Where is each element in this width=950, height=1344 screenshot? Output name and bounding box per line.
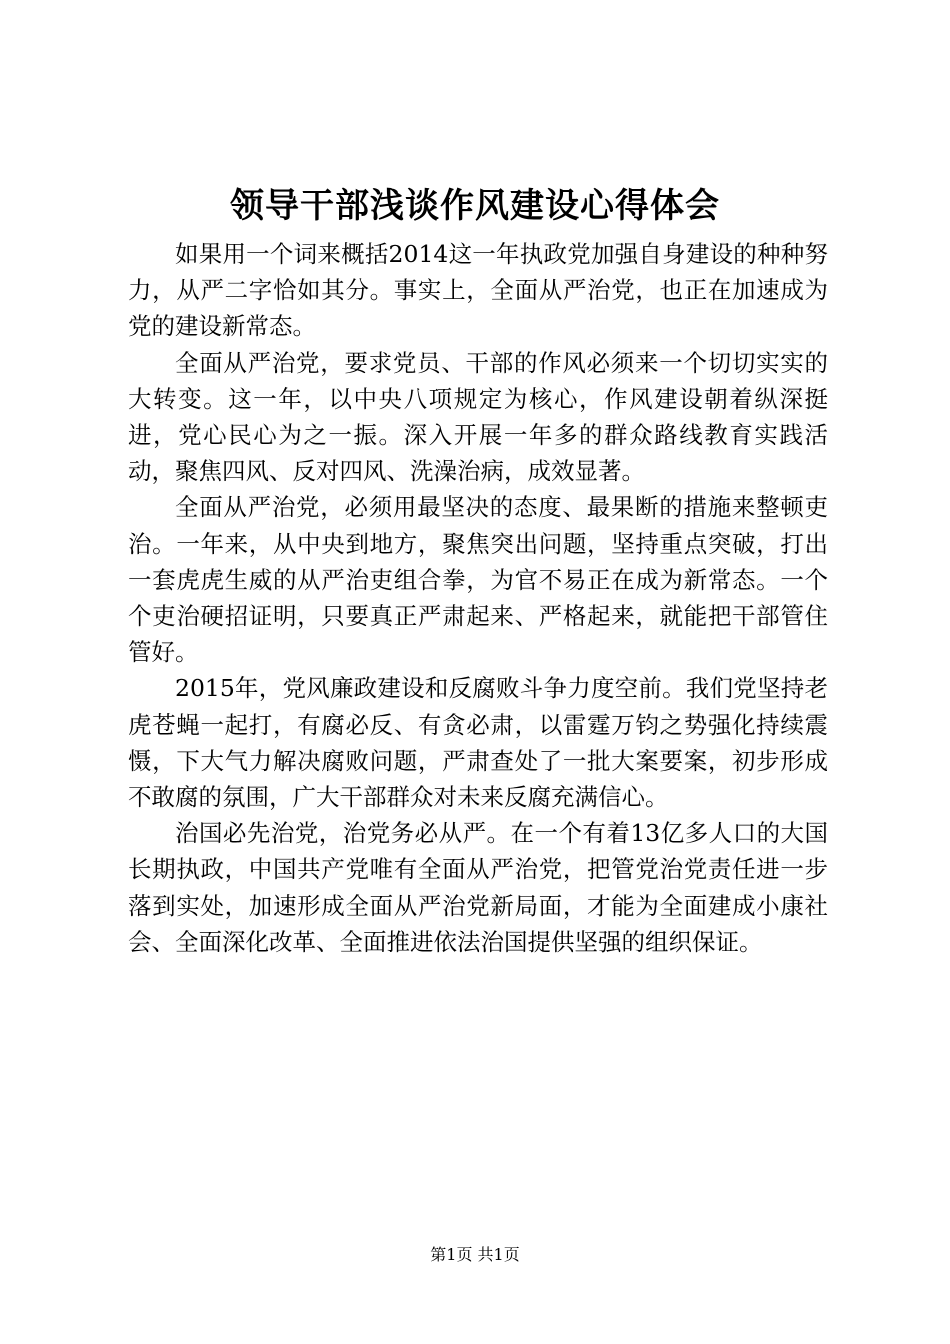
- paragraph-4: 2015年，党风廉政建设和反腐败斗争力度空前。我们党坚持老虎苍蝇一起打，有腐必反、有贪必肃，以雷霆万钧之势强化持续震慑，下大气力解决腐败问题，严肃查处了一批大案要案，初步形成不敢腐的氛围，广大干部群众对未来反腐充满信心。: [128, 674, 828, 812]
- paragraph-2: 全面从严治党，要求党员、干部的作风必须来一个切切实实的大转变。这一年，以中央八项规定为核心，作风建设朝着纵深挺进，党心民心为之一振。深入开展一年多的群众路线教育实践活动，聚焦四风、反对四风、洗澡治病，成效显著。: [128, 348, 828, 486]
- paragraph-1: 如果用一个词来概括2014这一年执政党加强自身建设的种种努力，从严二字恰如其分。事实上，全面从严治党，也正在加速成为党的建设新常态。: [128, 240, 828, 341]
- page-footer: 第1页 共1页: [430, 1245, 520, 1264]
- document-title: 领导干部浅谈作风建设心得体会: [230, 186, 720, 226]
- paragraph-5: 治国必先治党，治党务必从严。在一个有着13亿多人口的大国长期执政，中国共产党唯有全面从严治党，把管党治党责任进一步落到实处，加速形成全面从严治党新局面，才能为全面建成小康社会、全面深化改革、全面推进依法治国提供坚强的组织保证。: [128, 819, 828, 956]
- document-body: [128, 236, 828, 960]
- paragraph-3: 全面从严治党，必须用最坚决的态度、最果断的措施来整顿吏治。一年来，从中央到地方，聚焦突出问题，坚持重点突破，打出一套虎虎生威的从严治吏组合拳，为官不易正在成为新常态。一个个吏治硬招证明，只要真正严肃起来、严格起来，就能把干部管住管好。: [128, 493, 828, 667]
